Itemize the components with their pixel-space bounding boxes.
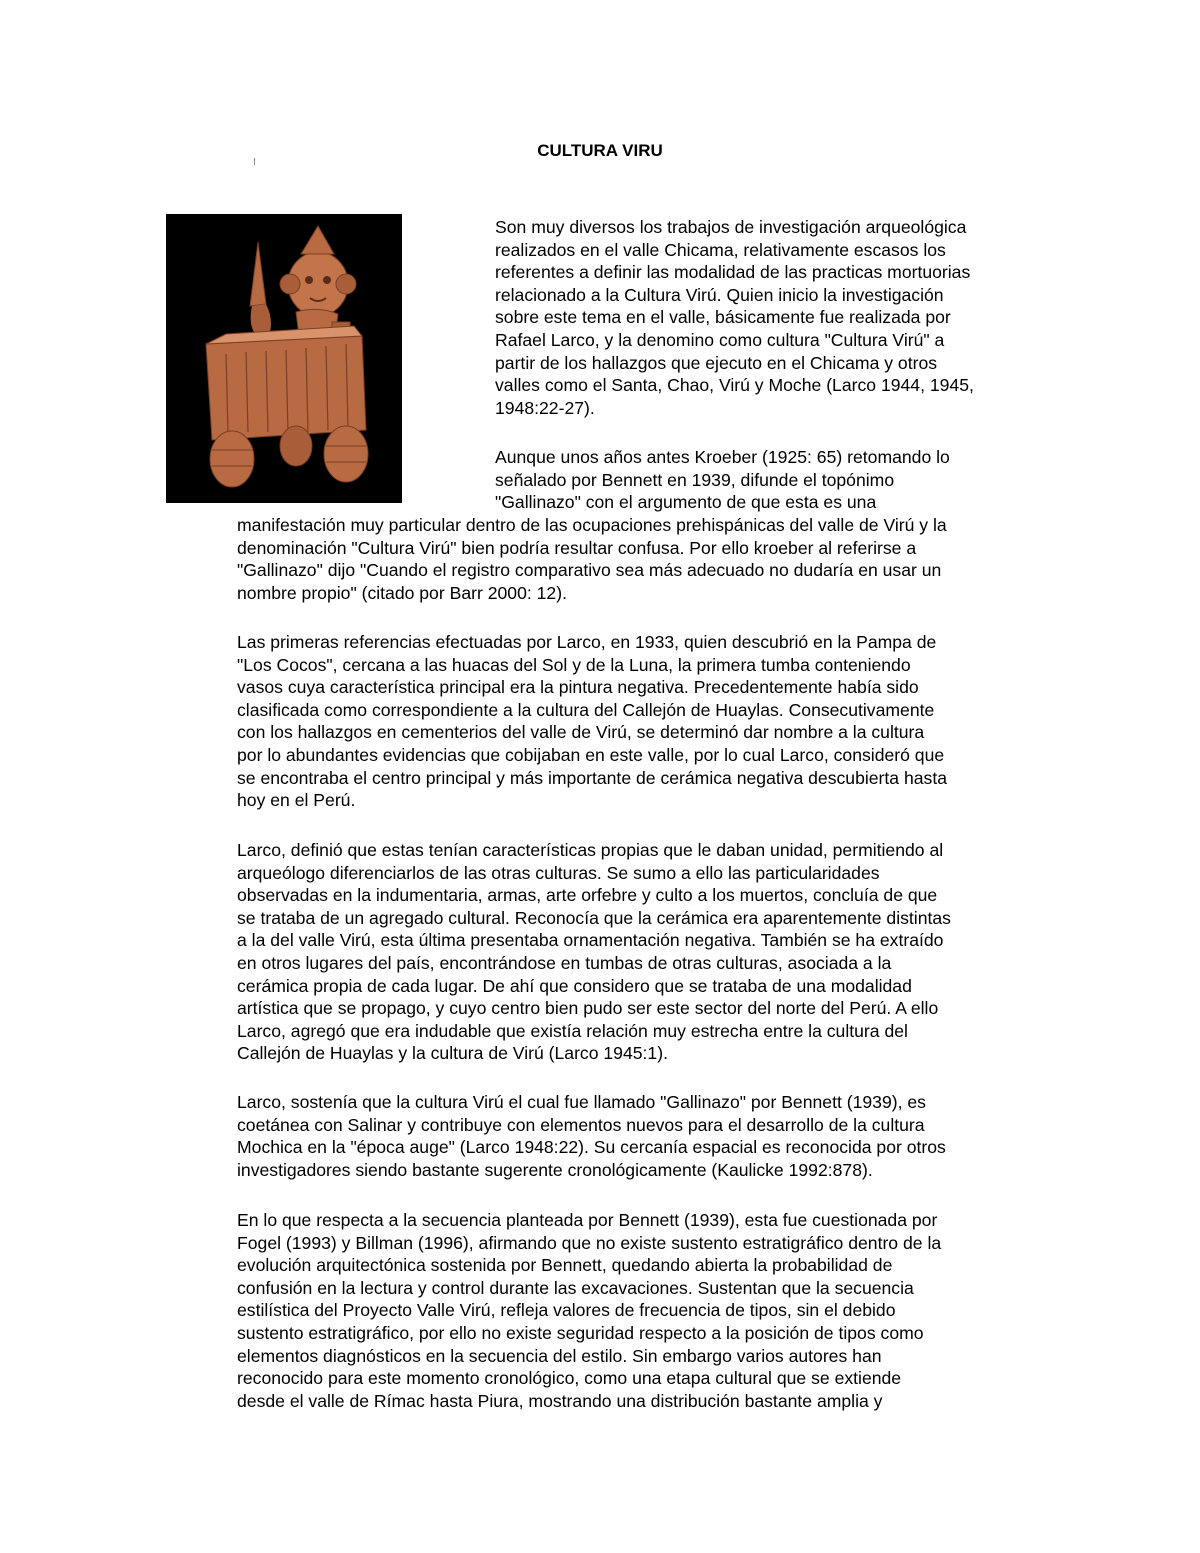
ceramic-vessel-photo: [166, 214, 402, 503]
text-line: Larco, agregó que era indudable que existía relación muy estrecha entre la cultura del: [237, 1020, 908, 1041]
text-line: partir de los hallazgos que ejecuto en el Chicama y otros: [495, 352, 938, 373]
text-line: nombre propio" (citado por Barr 2000: 12).: [237, 582, 567, 603]
paragraph-2-continued: [237, 514, 947, 604]
text-line: En lo que respecta a la secuencia planteada por Bennett (1939), esta fue cuestionada por: [237, 1210, 938, 1230]
text-line: manifestación muy particular dentro de las ocupaciones prehispánicas del valle de Virú y la: [237, 515, 947, 535]
text-line: por lo abundantes evidencias que cobijaban en este valle, por lo cual Larco, consideró que: [237, 744, 945, 765]
paragraph-2-wrapped: [495, 446, 950, 514]
text-line: 1948:22-27).: [495, 397, 595, 418]
text-line: reconocido para este momento cronológico, como una etapa cultural que se extiende: [237, 1368, 902, 1389]
text-line: realizados en el valle Chicama, relativamente escasos los: [495, 239, 946, 260]
text-line: evolución arquitectónica sostenida por Bennett, quedando abierta la probabilidad de: [237, 1255, 893, 1276]
text-line: relacionado a la Cultura Virú. Quien inicio la investigación: [495, 284, 944, 305]
text-line: referentes a definir las modalidad de las practicas mortuorias: [495, 262, 971, 283]
text-line: sobre este tema en el valle, básicamente fue realizada por: [495, 307, 951, 328]
paragraph-1: [495, 216, 974, 419]
paragraph-6: [237, 1209, 941, 1412]
text-line: elementos diagnósticos en la secuencia del estilo. Sin embargo varios autores han: [237, 1345, 882, 1366]
text-line: "Gallinazo" con el argumento de que esta es una: [495, 492, 877, 513]
text-line: denominación "Cultura Virú" bien podría resultar confusa. Por ello kroeber al referirse a: [237, 537, 917, 558]
text-line: cerámica propia de cada lugar. De ahí que considero que se trataba de una modalidad: [237, 975, 912, 996]
text-line: estilística del Proyecto Valle Virú, refleja valores de frecuencia de tipos, sin el debido: [237, 1300, 896, 1321]
text-line: artística que se propago, y cuyo centro bien pudo ser este sector del norte del Perú. A ello: [237, 998, 939, 1019]
text-line: en otros lugares del país, encontrándose en tumbas de otras culturas, asociada a la: [237, 952, 892, 973]
text-line: sustento estratigráfico, por ello no existe seguridad respecto a la posición de tipos como: [237, 1322, 924, 1343]
ceramic-vessel-icon: [166, 214, 402, 503]
text-line: con los hallazgos en cementerios del valle de Virú, se determinó dar nombre a la cultura: [237, 722, 925, 743]
text-line: coetánea con Salinar y contribuye con elementos nuevos para el desarrollo de la cultura: [237, 1114, 925, 1135]
text-line: señalado por Bennett en 1939, difunde el topónimo: [495, 469, 895, 490]
text-line: Son muy diversos los trabajos de investigación arqueológica: [495, 217, 967, 237]
text-line: Larco, sostenía que la cultura Virú el cual fue llamado "Gallinazo" por Bennett (1939), es: [237, 1092, 926, 1112]
text-line: desde el valle de Rímac hasta Piura, mostrando una distribución bastante amplia y: [237, 1390, 883, 1411]
text-line: Callejón de Huaylas y la cultura de Virú (Larco 1945:1).: [237, 1043, 668, 1064]
text-line: investigadores siendo bastante sugerente cronológicamente (Kaulicke 1992:878).: [237, 1159, 873, 1180]
text-line: Las primeras referencias efectuadas por Larco, en 1933, quien descubrió en la Pampa de: [237, 632, 937, 652]
text-line: hoy en el Perú.: [237, 790, 356, 811]
text-line: Mochica en la "época auge" (Larco 1948:22). Su cercanía espacial es reconocida por otros: [237, 1137, 946, 1158]
text-line: "Los Cocos", cercana a las huacas del Sol y de la Luna, la primera tumba conteniendo: [237, 654, 911, 675]
text-line: a la del valle Virú, esta última presentaba ornamentación negativa. También se ha extraído: [237, 930, 944, 951]
text-line: "Gallinazo" dijo "Cuando el registro comparativo sea más adecuado no dudaría en usar un: [237, 560, 942, 581]
text-line: observadas en la indumentaria, armas, arte orfebre y culto a los muertos, concluía de que: [237, 885, 938, 906]
paragraph-4: [237, 839, 951, 1065]
text-line: clasificada como correspondiente a la cultura del Callejón de Huaylas. Consecutivamente: [237, 699, 935, 720]
text-line: Rafael Larco, y la denomino como cultura "Cultura Virú" a: [495, 329, 945, 350]
text-line: Larco, definió que estas tenían características propias que le daban unidad, permitiendo al: [237, 840, 944, 860]
text-line: arqueólogo diferenciarlos de las otras culturas. Se sumo a ello las particularidades: [237, 862, 880, 883]
text-line: Fogel (1993) y Billman (1996), afirmando que no existe sustento estratigráfico dentro de la: [237, 1232, 942, 1253]
text-line: confusión en la lectura y control durante las excavaciones. Sustentan que la secuencia: [237, 1277, 914, 1298]
text-line: se encontraba el centro principal y más importante de cerámica negativa descubierta hasta: [237, 767, 948, 788]
text-line: se trataba de un agregado cultural. Reconocía que la cerámica era aparentemente distintas: [237, 907, 951, 928]
document-title: CULTURA VIRU: [537, 141, 663, 160]
text-line: valles como el Santa, Chao, Virú y Moche (Larco 1944, 1945,: [495, 375, 974, 396]
text-line: Aunque unos años antes Kroeber (1925: 65) retomando lo: [495, 447, 950, 467]
paragraph-3: [237, 631, 947, 812]
text-line: vasos cuya característica principal era la pintura negativa. Precedentemente había sido: [237, 677, 919, 698]
paragraph-5: [237, 1091, 946, 1181]
